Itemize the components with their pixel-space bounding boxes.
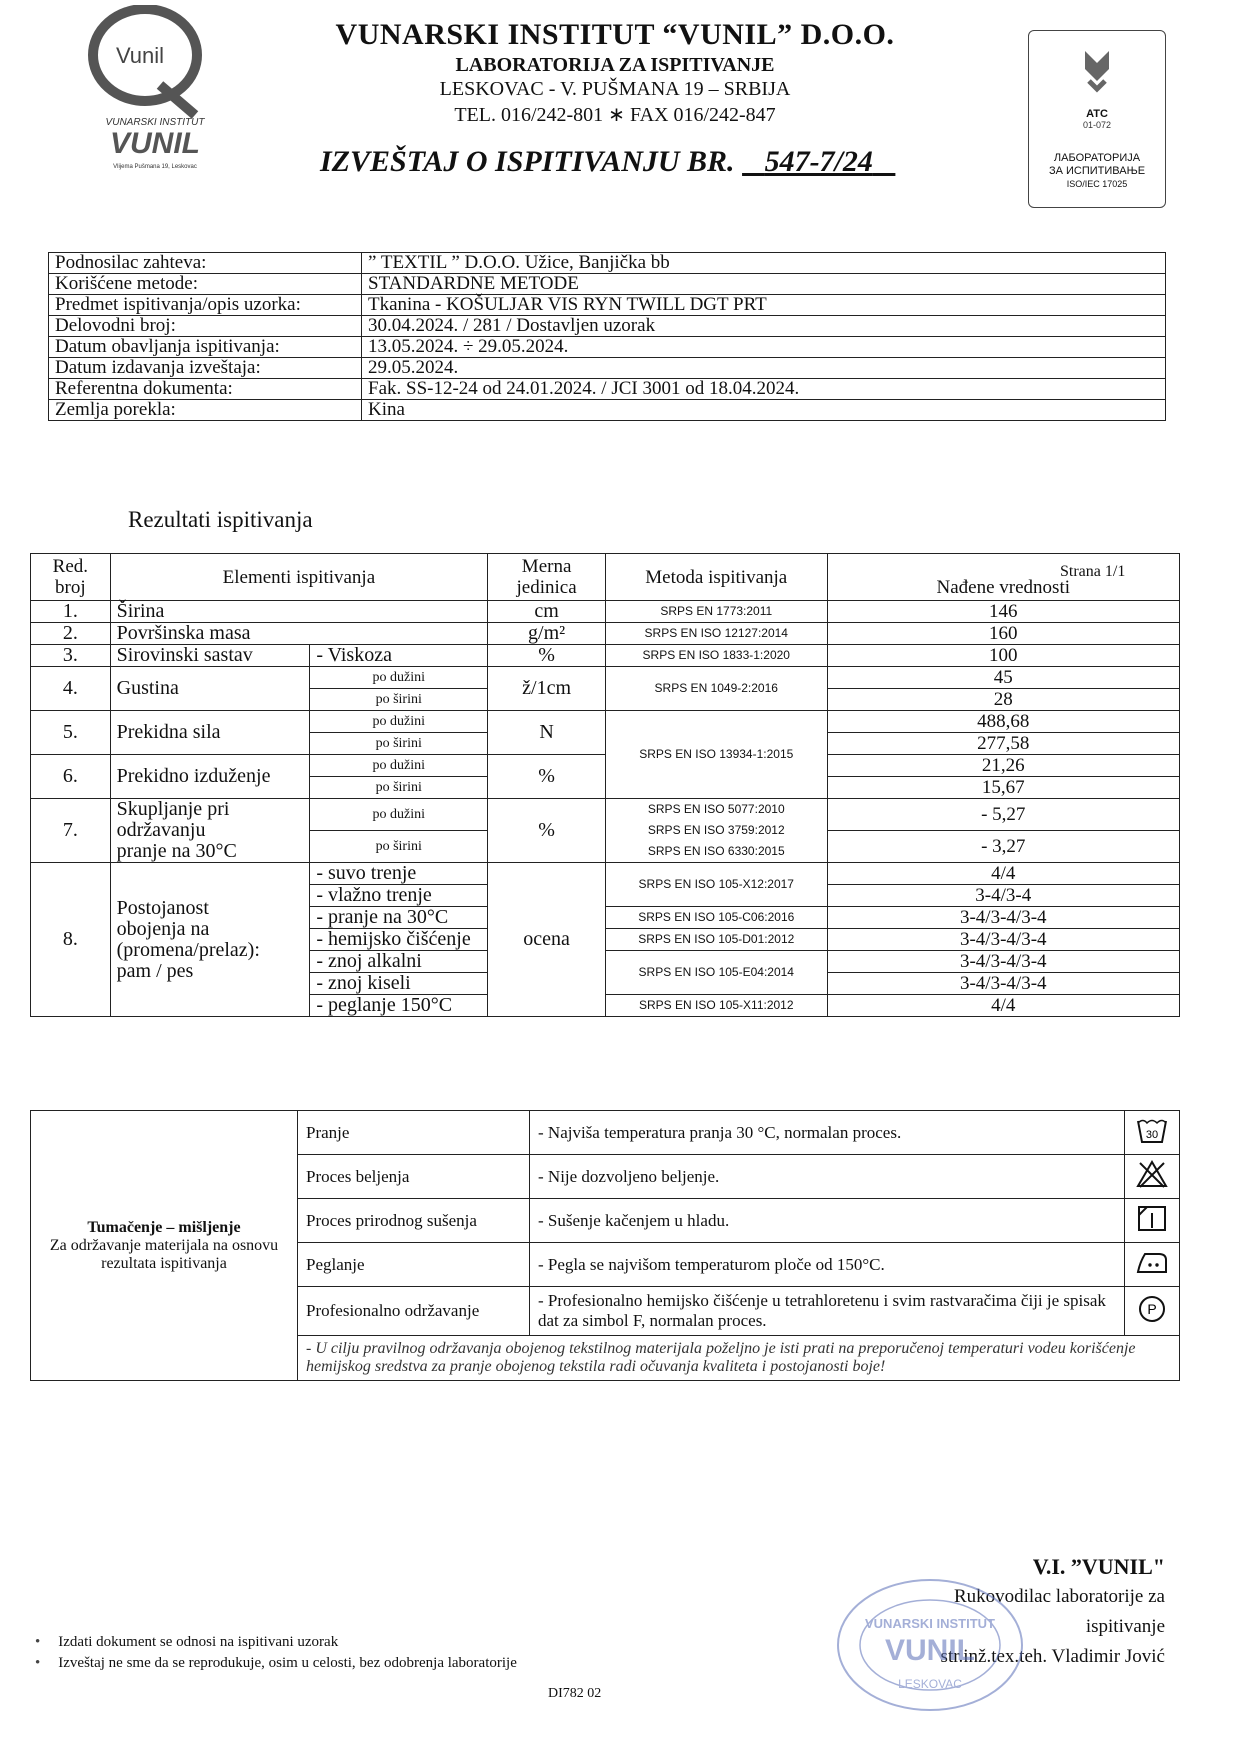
address: LESKOVAC - V. PUŠMANA 19 – SRBIJA [439,78,791,100]
table-header [31,554,1180,601]
col-method: Metoda ispitivanja [606,554,828,601]
results-table [30,553,1180,1017]
table-row: 6. Prekidno izduženje po dužini % 21,26 [31,755,1180,777]
info-value: Fak. SS-12-24 od 24.01.2024. / JCI 3001 od 18.04.2024. [362,379,1166,400]
table-row: - znoj alkalni SRPS EN ISO 105-E04:2014 3-4/3-4/3-4 [31,951,1180,973]
care-summary: Tumačenje – mišljenje Za održavanje materijala na osnovu rezultata ispitivanja [31,1111,298,1381]
table-row: - vlažno trenje 3-4/3-4 [31,885,1180,907]
info-row [49,253,1166,274]
table-row: - hemijsko čišćenje SRPS EN ISO 105-D01:2012 3-4/3-4/3-4 [31,929,1180,951]
svg-text:30: 30 [1145,1129,1159,1141]
header [330,18,900,127]
line-dry-shade-icon [1135,1203,1169,1233]
institute-logo [70,5,240,175]
svg-text:VUNIL: VUNIL [110,127,200,160]
col-element: Elementi ispitivanja [110,554,488,601]
col-unit: Merna jedinica [488,554,606,601]
atc-logo-icon [1067,41,1127,101]
svg-text:LESKOVAC: LESKOVAC [898,1677,962,1691]
info-value: 13.05.2024. ÷ 29.05.2024. [362,337,1166,358]
svg-text:VUNARSKI INSTITUT: VUNARSKI INSTITUT [105,117,205,128]
phone: TEL. 016/242-801 ∗ FAX 016/242-847 [454,104,776,126]
svg-text:VUNARSKI INSTITUT: VUNARSKI INSTITUT [865,1616,995,1631]
info-row [49,379,1166,400]
institute-stamp [830,1570,1030,1720]
no-bleach-icon [1135,1159,1169,1189]
info-row [49,400,1166,421]
table-row: - znoj kiseli 3-4/3-4/3-4 [31,973,1180,995]
info-value: Tkanina - KOŠULJAR VIS RYN TWILL DGT PRT [362,295,1166,316]
wash-30-icon [1135,1115,1169,1145]
footer-notes: • Izdati dokument se odnosi na ispitivani uzorak • Izveštaj ne sme da se reprodukuje, osim u celosti, bez odobrenja laboratorije [35,1634,517,1671]
svg-text:P: P [1147,1300,1157,1317]
svg-text:VUNIL: VUNIL [885,1634,975,1667]
info-table [48,252,1166,421]
info-label: Referentna dokumenta: [49,379,362,400]
svg-text:Vlijema Pušmana 19, Leskovac: Vlijema Pušmana 19, Leskovac [113,164,197,170]
info-label: Korišćene metode: [49,274,362,295]
info-value: 29.05.2024. [362,358,1166,379]
table-row: 1. Širina cm SRPS EN 1773:2011 146 [31,601,1180,623]
report-number: 547-7/24 [764,145,873,178]
info-label: Delovodni broj: [49,316,362,337]
info-label: Zemlja porekla: [49,400,362,421]
table-row: 7. Skupljanje pri održavanju pranje na 30°C po dužini % SRPS EN ISO 5077:2010 SRPS EN ISO 3759:2012 SRPS EN ISO 6330:2015 - 5,27 [31,799,1180,831]
col-value: Nađene vrednosti [827,554,1179,601]
info-row [49,358,1166,379]
iron-two-dots-icon [1135,1247,1169,1277]
info-value: Kina [362,400,1166,421]
institute-name: VUNARSKI INSTITUT “VUNIL” D.O.O. [335,18,895,51]
care-table: Tumačenje – mišljenje Za održavanje materijala na osnovu rezultata ispitivanja Pranje - Najviša temperatura pranja 30 °C, normalan proces. 30 Proces beljenja - Nije dozvoljeno beljenje. Proces prirodnog sušenja - Sušenje kačenjem u hladu. Peglanje - Pegla se najvišom temperaturom ploče od 150°C. Profesionalno održavanje - Profesionalno hemijsko čišćenje u tetrahloretenu i svim rastvaračima čiji je spisak dat za simbol F, normalan proces. P - U cilju pravilnog održavanja obojenog tekstilnog materijala poželjno je isti prati na preporučenoj temperaturi vodeu korišćenje hemijskog sredstva za pranje obojenog tekstila radi očuvanja kvaliteta i postojanosti boje! [30,1110,1180,1381]
table-row: po širini 277,58 [31,733,1180,755]
table-row: 8. Postojanost obojenja na (promena/prelaz): pam / pes - suvo trenje ocena SRPS EN ISO 105-X12:2017 4/4 [31,863,1180,885]
info-value: ” TEXTIL ” D.O.O. Užice, Banjička bb [362,253,1166,274]
page-number: Strana 1/1 [1060,563,1126,580]
info-row [49,295,1166,316]
info-row [49,316,1166,337]
info-label: Predmet ispitivanja/opis uzorka: [49,295,362,316]
info-label: Datum obavljanja ispitivanja: [49,337,362,358]
table-row: 4. Gustina po dužini ž/1cm SRPS EN 1049-2:2016 45 [31,667,1180,689]
table-row: po širini - 3,27 [31,831,1180,863]
table-row: - peglanje 150°C SRPS EN ISO 105-X11:2012 4/4 [31,995,1180,1017]
info-row [49,274,1166,295]
signature-block: V.I. ”VUNIL" Rukovodilac laboratorije za ispitivanje str.inž.tex.teh. Vladimir Jović [940,1554,1165,1667]
table-row: 2. Površinska masa g/m² SRPS EN ISO 12127:2014 160 [31,623,1180,645]
results-title: Rezultati ispitivanja [128,507,313,532]
info-value: 30.04.2024. / 281 / Dostavljen uzorak [362,316,1166,337]
accreditation-badge: ATC 01-072 ЛАБОРАТОРИЈА ЗА ИСПИТИВАЊЕ ISO/IEC 17025 [1028,30,1166,208]
report-title: IZVEŠTAJ O ISPITIVANJU BR. 547-7/24 [320,145,873,178]
col-no: Red. broj [31,554,111,601]
dry-clean-p-icon [1135,1294,1169,1324]
lab-name: LABORATORIJA ZA ISPITIVANJE [455,54,775,76]
table-row: po širini 15,67 [31,777,1180,799]
table-row: - pranje na 30°C SRPS EN ISO 105-C06:2016 3-4/3-4/3-4 [31,907,1180,929]
table-row: po širini 28 [31,689,1180,711]
svg-text:Vunil: Vunil [115,43,165,68]
info-label: Datum izdavanja izveštaja: [49,358,362,379]
info-row [49,337,1166,358]
care-note: - U cilju pravilnog održavanja obojenog tekstilnog materijala poželjno je isti prati na preporučenoj temperaturi vodeu korišćenje hemijskog sredstva za pranje obojenog tekstila radi očuvanja kvaliteta i postojanosti boje! [298,1336,1180,1381]
info-value: STANDARDNE METODE [362,274,1166,295]
info-label: Podnosilac zahteva: [49,253,362,274]
document-code: DI782 02 [548,1686,602,1701]
table-row: 3. Sirovinski sastav - Viskoza % SRPS EN ISO 1833-1:2020 100 [31,645,1180,667]
table-row: 5. Prekidna sila po dužini N SRPS EN ISO 13934-1:2015 488,68 [31,711,1180,733]
